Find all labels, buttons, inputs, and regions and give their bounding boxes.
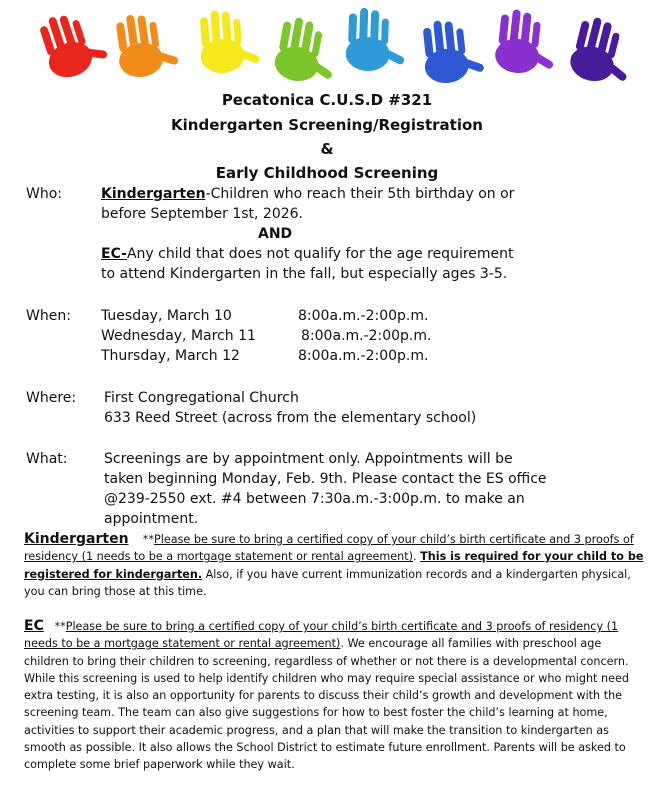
hand-green	[272, 15, 342, 87]
where-line1: First Congregational Church	[104, 390, 299, 406]
what-label: What:	[26, 451, 68, 467]
kindergarten-text1: -Children who reach their 5th birthday on or	[205, 186, 515, 202]
who-label: Who:	[26, 186, 62, 202]
hand-yellow	[197, 7, 261, 74]
what-line3: @239-2550 ext. #4 between 7:30a.m.-3:00p.m. to make an	[104, 491, 525, 507]
ec-note-heading: EC	[24, 618, 44, 634]
kindergarten-note-underlined: Please be sure to bring a certified copy of your child’s birth certificate and 3 proofs of residency (1 needs to be a mortgage statement or rental agreement)	[24, 533, 634, 564]
when-time-3: 8:00a.m.-2:00p.m.	[298, 348, 429, 364]
title-kindergarten: Kindergarten Screening/Registration	[171, 116, 483, 134]
ec-term: EC-	[101, 246, 127, 262]
what-line2: taken beginning Monday, Feb. 9th. Please contact the ES office	[104, 471, 547, 487]
when-label: When:	[26, 308, 71, 324]
ec-note-stars: **	[54, 620, 66, 633]
hand-indigo	[567, 14, 640, 90]
handprints-banner	[0, 0, 654, 90]
hand-blue	[345, 7, 407, 72]
kindergarten-note-heading: Kindergarten	[24, 531, 129, 547]
hand-orange	[113, 9, 181, 80]
who-ec-line1	[101, 246, 514, 262]
when-day-2: Wednesday, March 11	[101, 328, 256, 344]
what-line1: Screenings are by appointment only. Appointments will be	[104, 451, 513, 467]
who-kindergarten-line1	[101, 186, 514, 202]
who-ec-line2: to attend Kindergarten in the fall, but especially ages 3-5.	[101, 266, 508, 282]
title-district: Pecatonica C.U.S.D #321	[221, 91, 433, 109]
when-day-3: Thursday, March 12	[101, 348, 240, 364]
when-time-2: 8:00a.m.-2:00p.m.	[301, 328, 432, 344]
ec-note-underlined: Please be sure to bring a certified copy of your child’s birth certificate and 3 proofs of residency (1 needs to be a mortgage statement or rental agreement)	[24, 620, 619, 651]
title-early-childhood: Early Childhood Screening	[215, 164, 439, 182]
hand-red	[35, 4, 111, 82]
hand-purple	[494, 8, 560, 77]
kindergarten-note-required: This is required for your child to be registered for kindergarten.	[24, 550, 644, 581]
what-line4: appointment.	[104, 511, 199, 527]
kindergarten-note-period: .	[413, 550, 421, 564]
kindergarten-term: Kindergarten	[101, 186, 206, 202]
title-ampersand: &	[320, 140, 334, 158]
who-and: AND	[258, 226, 293, 242]
ec-text1: Any child that does not qualify for the age requirement	[126, 246, 514, 262]
where-line2: 633 Reed Street (across from the elementary school)	[104, 410, 477, 426]
where-label: Where:	[26, 390, 77, 406]
kindergarten-note-stars: **	[142, 533, 154, 546]
kindergarten-note	[24, 531, 644, 600]
when-time-1: 8:00a.m.-2:00p.m.	[298, 308, 429, 324]
hand-royal-blue	[420, 16, 486, 85]
ec-note	[24, 618, 644, 774]
ec-note-rest: . We encourage all families with preschool age children to bring their children to screening, regardless of whether or not there is a developmental concern. While this screening is used to help identify children who may require special assistance or who might need extra testing, it is also an opportunity for parents to discuss their child’s growth and development with the screening team. The team can also give suggestions for how to best foster the child’s learning at home, activities to support their academic progress, and a plan that will make the transition to kindergarten as smooth as possible. It also allows the School District to estimate future enrollment. Parents will be asked to complete some brief paperwork while they wait.	[24, 637, 629, 772]
when-day-1: Tuesday, March 10	[101, 308, 232, 324]
kindergarten-note-rest: Also, if you have current immunization records and a kindergarten physical, you can bring those at this time.	[24, 567, 631, 598]
who-kindergarten-line2: before September 1st, 2026.	[101, 206, 304, 222]
